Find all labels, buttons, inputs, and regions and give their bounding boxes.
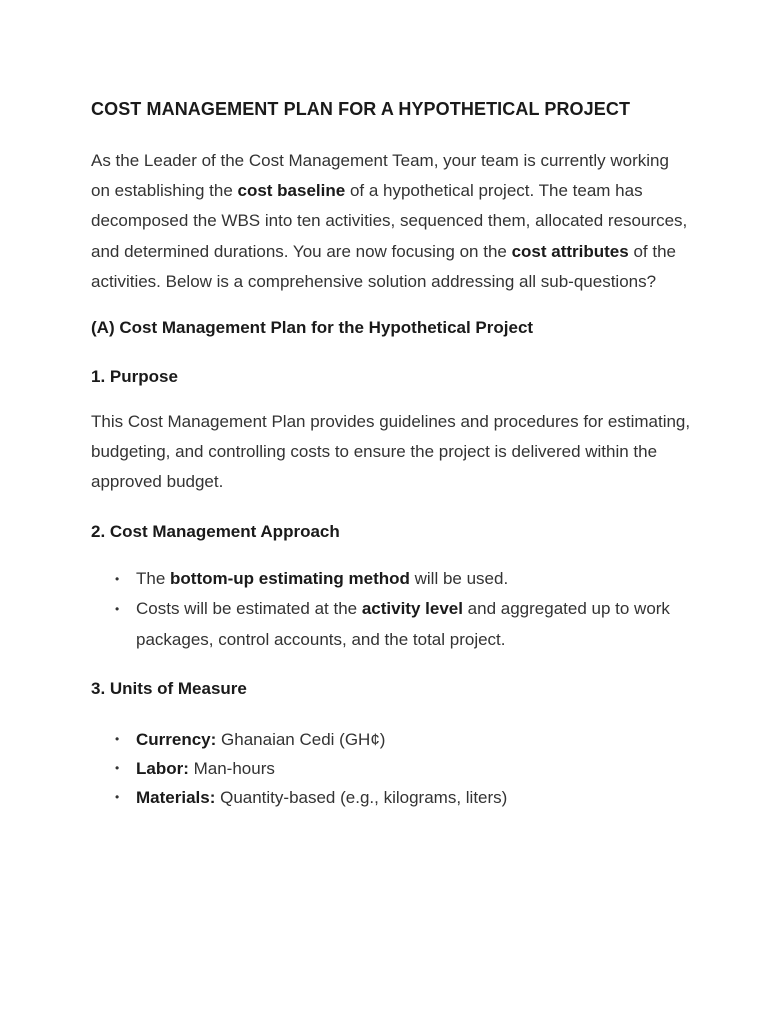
- document-page: [91, 96, 691, 812]
- approach-item-bold: activity level: [361, 599, 463, 619]
- section-a-heading: (A) Cost Management Plan for the Hypothetical Project: [91, 318, 534, 338]
- unit-label-currency: Currency:: [136, 730, 217, 750]
- bullet-icon: •: [115, 732, 120, 747]
- purpose-paragraph: This Cost Management Plan provides guidelines and procedures for estimating, budgeting, and controlling costs to ensure the project is delivered within the approved budget.: [91, 412, 691, 492]
- intro-paragraph: [91, 146, 691, 297]
- list-item: [91, 594, 691, 655]
- bullet-icon: •: [115, 790, 120, 805]
- unit-label-labor: Labor:: [136, 759, 189, 779]
- units-heading: 3. Units of Measure: [91, 679, 247, 699]
- intro-text-3: of the activities. Below is a comprehensive solution addressing all sub-questions?: [91, 241, 676, 291]
- unit-value-materials: Quantity-based (e.g., kilograms, liters): [215, 788, 508, 808]
- approach-item-pre: Costs will be estimated at the: [136, 599, 362, 619]
- approach-item-bold: bottom-up estimating method: [170, 568, 410, 588]
- approach-heading: 2. Cost Management Approach: [91, 521, 340, 541]
- list-item: [91, 564, 691, 595]
- approach-item-post: will be used.: [409, 568, 509, 588]
- approach-item-pre: The: [136, 568, 171, 588]
- intro-bold-cost-baseline: cost baseline: [237, 181, 346, 201]
- intro-text-1: As the Leader of the Cost Management Team, your team is currently working on establishing the: [91, 151, 669, 201]
- intro-text-2: of a hypothetical project. The team has decomposed the WBS into ten activities, sequenced them, allocated resources, and determined durations. You are now focusing on the: [91, 181, 688, 261]
- document-title: COST MANAGEMENT PLAN FOR A HYPOTHETICAL PROJECT: [91, 99, 631, 119]
- bullet-icon: •: [115, 602, 120, 617]
- list-item: [91, 783, 691, 812]
- unit-value-currency: Ghanaian Cedi (GH¢): [216, 730, 386, 750]
- bullet-icon: •: [115, 761, 120, 776]
- unit-label-materials: Materials:: [136, 788, 216, 808]
- unit-value-labor: Man-hours: [188, 759, 275, 779]
- intro-bold-cost-attributes: cost attributes: [511, 241, 629, 261]
- list-item: [91, 754, 691, 783]
- list-item: [91, 725, 691, 754]
- approach-item-post: and aggregated up to work packages, control accounts, and the total project.: [136, 599, 670, 649]
- bullet-icon: •: [115, 571, 120, 586]
- approach-list: [91, 564, 691, 656]
- units-list: [91, 725, 691, 812]
- purpose-heading: 1. Purpose: [91, 367, 178, 387]
